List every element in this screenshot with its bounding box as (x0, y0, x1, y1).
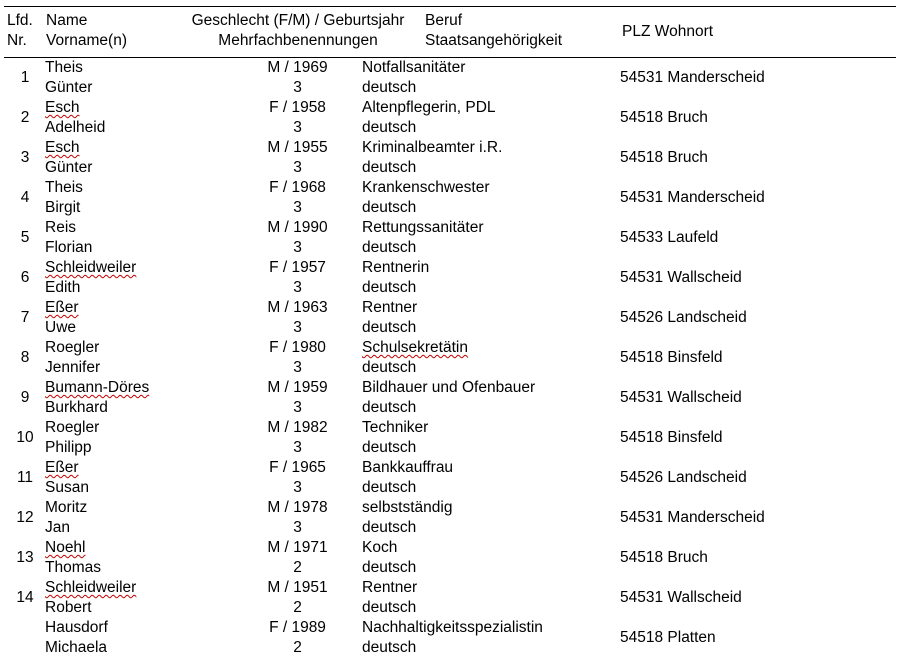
header-beruf (425, 11, 562, 51)
postcode-town: 54518 Bruch (620, 549, 708, 566)
table-row (0, 538, 904, 578)
table-row (0, 258, 904, 298)
multiple-nominations: 3 (293, 399, 302, 416)
gender-birthyear: F / 1989 (269, 619, 326, 636)
nationality: deutsch (362, 559, 417, 576)
profession: Bankkauffrau (362, 459, 454, 476)
profession: Altenpflegerin, PDL (362, 99, 496, 116)
name-cell (45, 138, 92, 178)
table-row (0, 218, 904, 258)
table-row (0, 418, 904, 458)
profession-cell (362, 298, 417, 338)
gender-birthyear: M / 1978 (267, 499, 328, 516)
table-top-rule (4, 6, 896, 7)
row-number: 4 (20, 189, 30, 206)
row-number: 5 (20, 229, 30, 246)
given-name: Birgit (45, 199, 81, 216)
profession: Rentner (362, 579, 418, 596)
gender-year-cell (215, 418, 380, 458)
given-name: Burkhard (45, 399, 108, 416)
profession-cell (362, 418, 428, 458)
name-cell (45, 218, 92, 258)
profession-cell (362, 378, 535, 418)
multiple-nominations: 3 (293, 479, 302, 496)
nationality: deutsch (362, 79, 417, 96)
nationality: deutsch (362, 479, 417, 496)
given-name: Adelheid (45, 119, 106, 136)
gender-year-cell (215, 538, 380, 578)
gender-year-cell (215, 578, 380, 618)
row-number: 2 (20, 109, 30, 126)
surname: Eßer (45, 459, 79, 476)
postcode-town: 54518 Bruch (620, 149, 708, 166)
surname: Bumann-Döres (45, 379, 150, 396)
given-name: Günter (45, 159, 93, 176)
postcode-town: 54518 Platten (620, 629, 716, 646)
postcode-town: 54526 Landscheid (620, 469, 747, 486)
table-row (0, 298, 904, 338)
nationality: deutsch (362, 599, 417, 616)
profession-cell (362, 98, 496, 138)
row-number: 10 (16, 429, 34, 446)
postcode-town: 54533 Laufeld (620, 229, 719, 246)
header-beruf-line2: Staatsangehörigkeit (425, 32, 563, 49)
row-number: 7 (20, 309, 30, 326)
gender-year-cell (215, 498, 380, 538)
gender-birthyear: F / 1980 (269, 339, 326, 356)
name-cell (45, 618, 108, 658)
profession-cell (362, 218, 484, 258)
postcode-town: 54518 Binsfeld (620, 349, 723, 366)
nationality: deutsch (362, 279, 417, 296)
given-name: Susan (45, 479, 89, 496)
given-name: Thomas (45, 559, 101, 576)
nationality: deutsch (362, 359, 417, 376)
gender-year-cell (215, 218, 380, 258)
table-row (0, 98, 904, 138)
nationality: deutsch (362, 399, 417, 416)
given-name: Philipp (45, 439, 92, 456)
multiple-nominations: 2 (293, 639, 302, 656)
postcode-town: 54531 Wallscheid (620, 589, 742, 606)
gender-birthyear: M / 1955 (267, 139, 328, 156)
gender-birthyear: M / 1969 (267, 59, 328, 76)
header-lfd-nr (7, 11, 33, 51)
profession-cell (362, 538, 416, 578)
profession: Nachhaltigkeitsspezialistin (362, 619, 543, 636)
surname: Eßer (45, 299, 79, 316)
given-name: Jennifer (45, 359, 101, 376)
header-beruf-line1: Beruf (425, 12, 463, 29)
nationality: deutsch (362, 639, 417, 656)
given-name: Robert (45, 599, 92, 616)
profession-cell (362, 178, 490, 218)
profession: Schulsekretätin (362, 339, 468, 356)
given-name: Uwe (45, 319, 77, 336)
header-name (46, 11, 127, 51)
gender-birthyear: M / 1951 (267, 579, 328, 596)
surname: Noehl (45, 539, 86, 556)
name-cell (45, 58, 92, 98)
profession-cell (362, 498, 452, 538)
name-cell (45, 178, 83, 218)
gender-birthyear: F / 1965 (269, 459, 326, 476)
nationality: deutsch (362, 319, 417, 336)
row-number: 1 (20, 69, 30, 86)
header-geschlecht (172, 11, 424, 51)
profession: Techniker (362, 419, 429, 436)
name-cell (45, 98, 105, 138)
row-number: 12 (16, 509, 34, 526)
profession: Bildhauer und Ofenbauer (362, 379, 536, 396)
surname: Roegler (45, 339, 100, 356)
gender-birthyear: M / 1971 (267, 539, 328, 556)
table-row (0, 498, 904, 538)
gender-year-cell (215, 458, 380, 498)
gender-year-cell (215, 98, 380, 138)
profession: Koch (362, 539, 398, 556)
header-geschlecht-line1: Geschlecht (F/M) / Geburtsjahr (191, 12, 405, 29)
row-number: 3 (20, 149, 30, 166)
gender-year-cell (215, 298, 380, 338)
name-cell (45, 258, 136, 298)
profession: Rentnerin (362, 259, 430, 276)
surname: Roegler (45, 419, 100, 436)
surname: Theis (45, 59, 83, 76)
gender-year-cell (215, 618, 380, 658)
surname: Moritz (45, 499, 88, 516)
surname: Esch (45, 139, 80, 156)
gender-birthyear: M / 1990 (267, 219, 328, 236)
header-name-line1: Name (46, 12, 88, 29)
table-row (0, 378, 904, 418)
profession: Notfallsanitäter (362, 59, 466, 76)
gender-year-cell (215, 338, 380, 378)
gender-birthyear: M / 1959 (267, 379, 328, 396)
table-row (0, 58, 904, 98)
given-name: Günter (45, 79, 93, 96)
row-number: 11 (16, 469, 34, 486)
row-number: 6 (20, 269, 30, 286)
name-cell (45, 498, 87, 538)
given-name: Edith (45, 279, 81, 296)
table-row (0, 458, 904, 498)
profession-cell (362, 338, 468, 378)
surname: Schleidweiler (45, 579, 137, 596)
table-row (0, 338, 904, 378)
gender-birthyear: F / 1957 (269, 259, 326, 276)
multiple-nominations: 2 (293, 599, 302, 616)
surname: Reis (45, 219, 77, 236)
multiple-nominations: 3 (293, 359, 302, 376)
name-cell (45, 458, 89, 498)
postcode-town: 54531 Wallscheid (620, 389, 742, 406)
profession: Kriminalbeamter i.R. (362, 139, 503, 156)
profession-cell (362, 258, 429, 298)
profession: Rettungssanitäter (362, 219, 484, 236)
table-row (0, 138, 904, 178)
postcode-town: 54531 Manderscheid (620, 69, 765, 86)
table-row (0, 178, 904, 218)
profession-cell (362, 458, 453, 498)
surname: Schleidweiler (45, 259, 137, 276)
name-cell (45, 378, 149, 418)
name-cell (45, 418, 99, 458)
row-number: 8 (20, 349, 30, 366)
gender-year-cell (215, 258, 380, 298)
given-name: Jan (45, 519, 70, 536)
nationality: deutsch (362, 199, 417, 216)
postcode-town: 54531 Manderscheid (620, 509, 765, 526)
header-name-line2: Vorname(n) (46, 32, 127, 49)
name-cell (45, 298, 79, 338)
nationality: deutsch (362, 159, 417, 176)
header-lfd-nr-line1: Lfd. (7, 12, 33, 29)
nationality: deutsch (362, 439, 417, 456)
row-number: 9 (20, 389, 30, 406)
profession: Krankenschwester (362, 179, 490, 196)
multiple-nominations: 3 (293, 239, 302, 256)
surname: Theis (45, 179, 83, 196)
postcode-town: 54531 Wallscheid (620, 269, 742, 286)
gender-year-cell (215, 378, 380, 418)
gender-birthyear: M / 1963 (267, 299, 328, 316)
multiple-nominations: 3 (293, 79, 302, 96)
profession: selbstständig (362, 499, 453, 516)
postcode-town: 54518 Bruch (620, 109, 708, 126)
profession-cell (362, 618, 543, 658)
gender-year-cell (215, 138, 380, 178)
nationality: deutsch (362, 119, 417, 136)
table-row (0, 578, 904, 618)
gender-year-cell (215, 58, 380, 98)
postcode-town: 54526 Landscheid (620, 309, 747, 326)
profession-cell (362, 58, 465, 98)
name-cell (45, 578, 136, 618)
row-number: 13 (16, 549, 34, 566)
nationality: deutsch (362, 519, 417, 536)
surname: Hausdorf (45, 619, 108, 636)
nationality: deutsch (362, 239, 417, 256)
profession: Rentner (362, 299, 418, 316)
header-plz-wohnort: PLZ Wohnort (622, 23, 714, 40)
multiple-nominations: 3 (293, 319, 302, 336)
multiple-nominations: 3 (293, 279, 302, 296)
given-name: Florian (45, 239, 93, 256)
multiple-nominations: 2 (293, 559, 302, 576)
gender-year-cell (215, 178, 380, 218)
name-cell (45, 338, 100, 378)
table-row (0, 618, 904, 658)
header-geschlecht-line2: Mehrfachbenennungen (218, 32, 378, 49)
postcode-town: 54518 Binsfeld (620, 429, 723, 446)
multiple-nominations: 3 (293, 119, 302, 136)
profession-cell (362, 578, 417, 618)
gender-birthyear: F / 1968 (269, 179, 326, 196)
gender-birthyear: M / 1982 (267, 419, 328, 436)
postcode-town: 54531 Manderscheid (620, 189, 765, 206)
header-lfd-nr-line2: Nr. (7, 32, 27, 49)
gender-birthyear: F / 1958 (269, 99, 326, 116)
surname: Esch (45, 99, 80, 116)
name-cell (45, 538, 101, 578)
profession-cell (362, 138, 502, 178)
given-name: Michaela (45, 639, 108, 656)
multiple-nominations: 3 (293, 519, 302, 536)
multiple-nominations: 3 (293, 159, 302, 176)
multiple-nominations: 3 (293, 199, 302, 216)
row-number: 14 (16, 589, 34, 606)
multiple-nominations: 3 (293, 439, 302, 456)
